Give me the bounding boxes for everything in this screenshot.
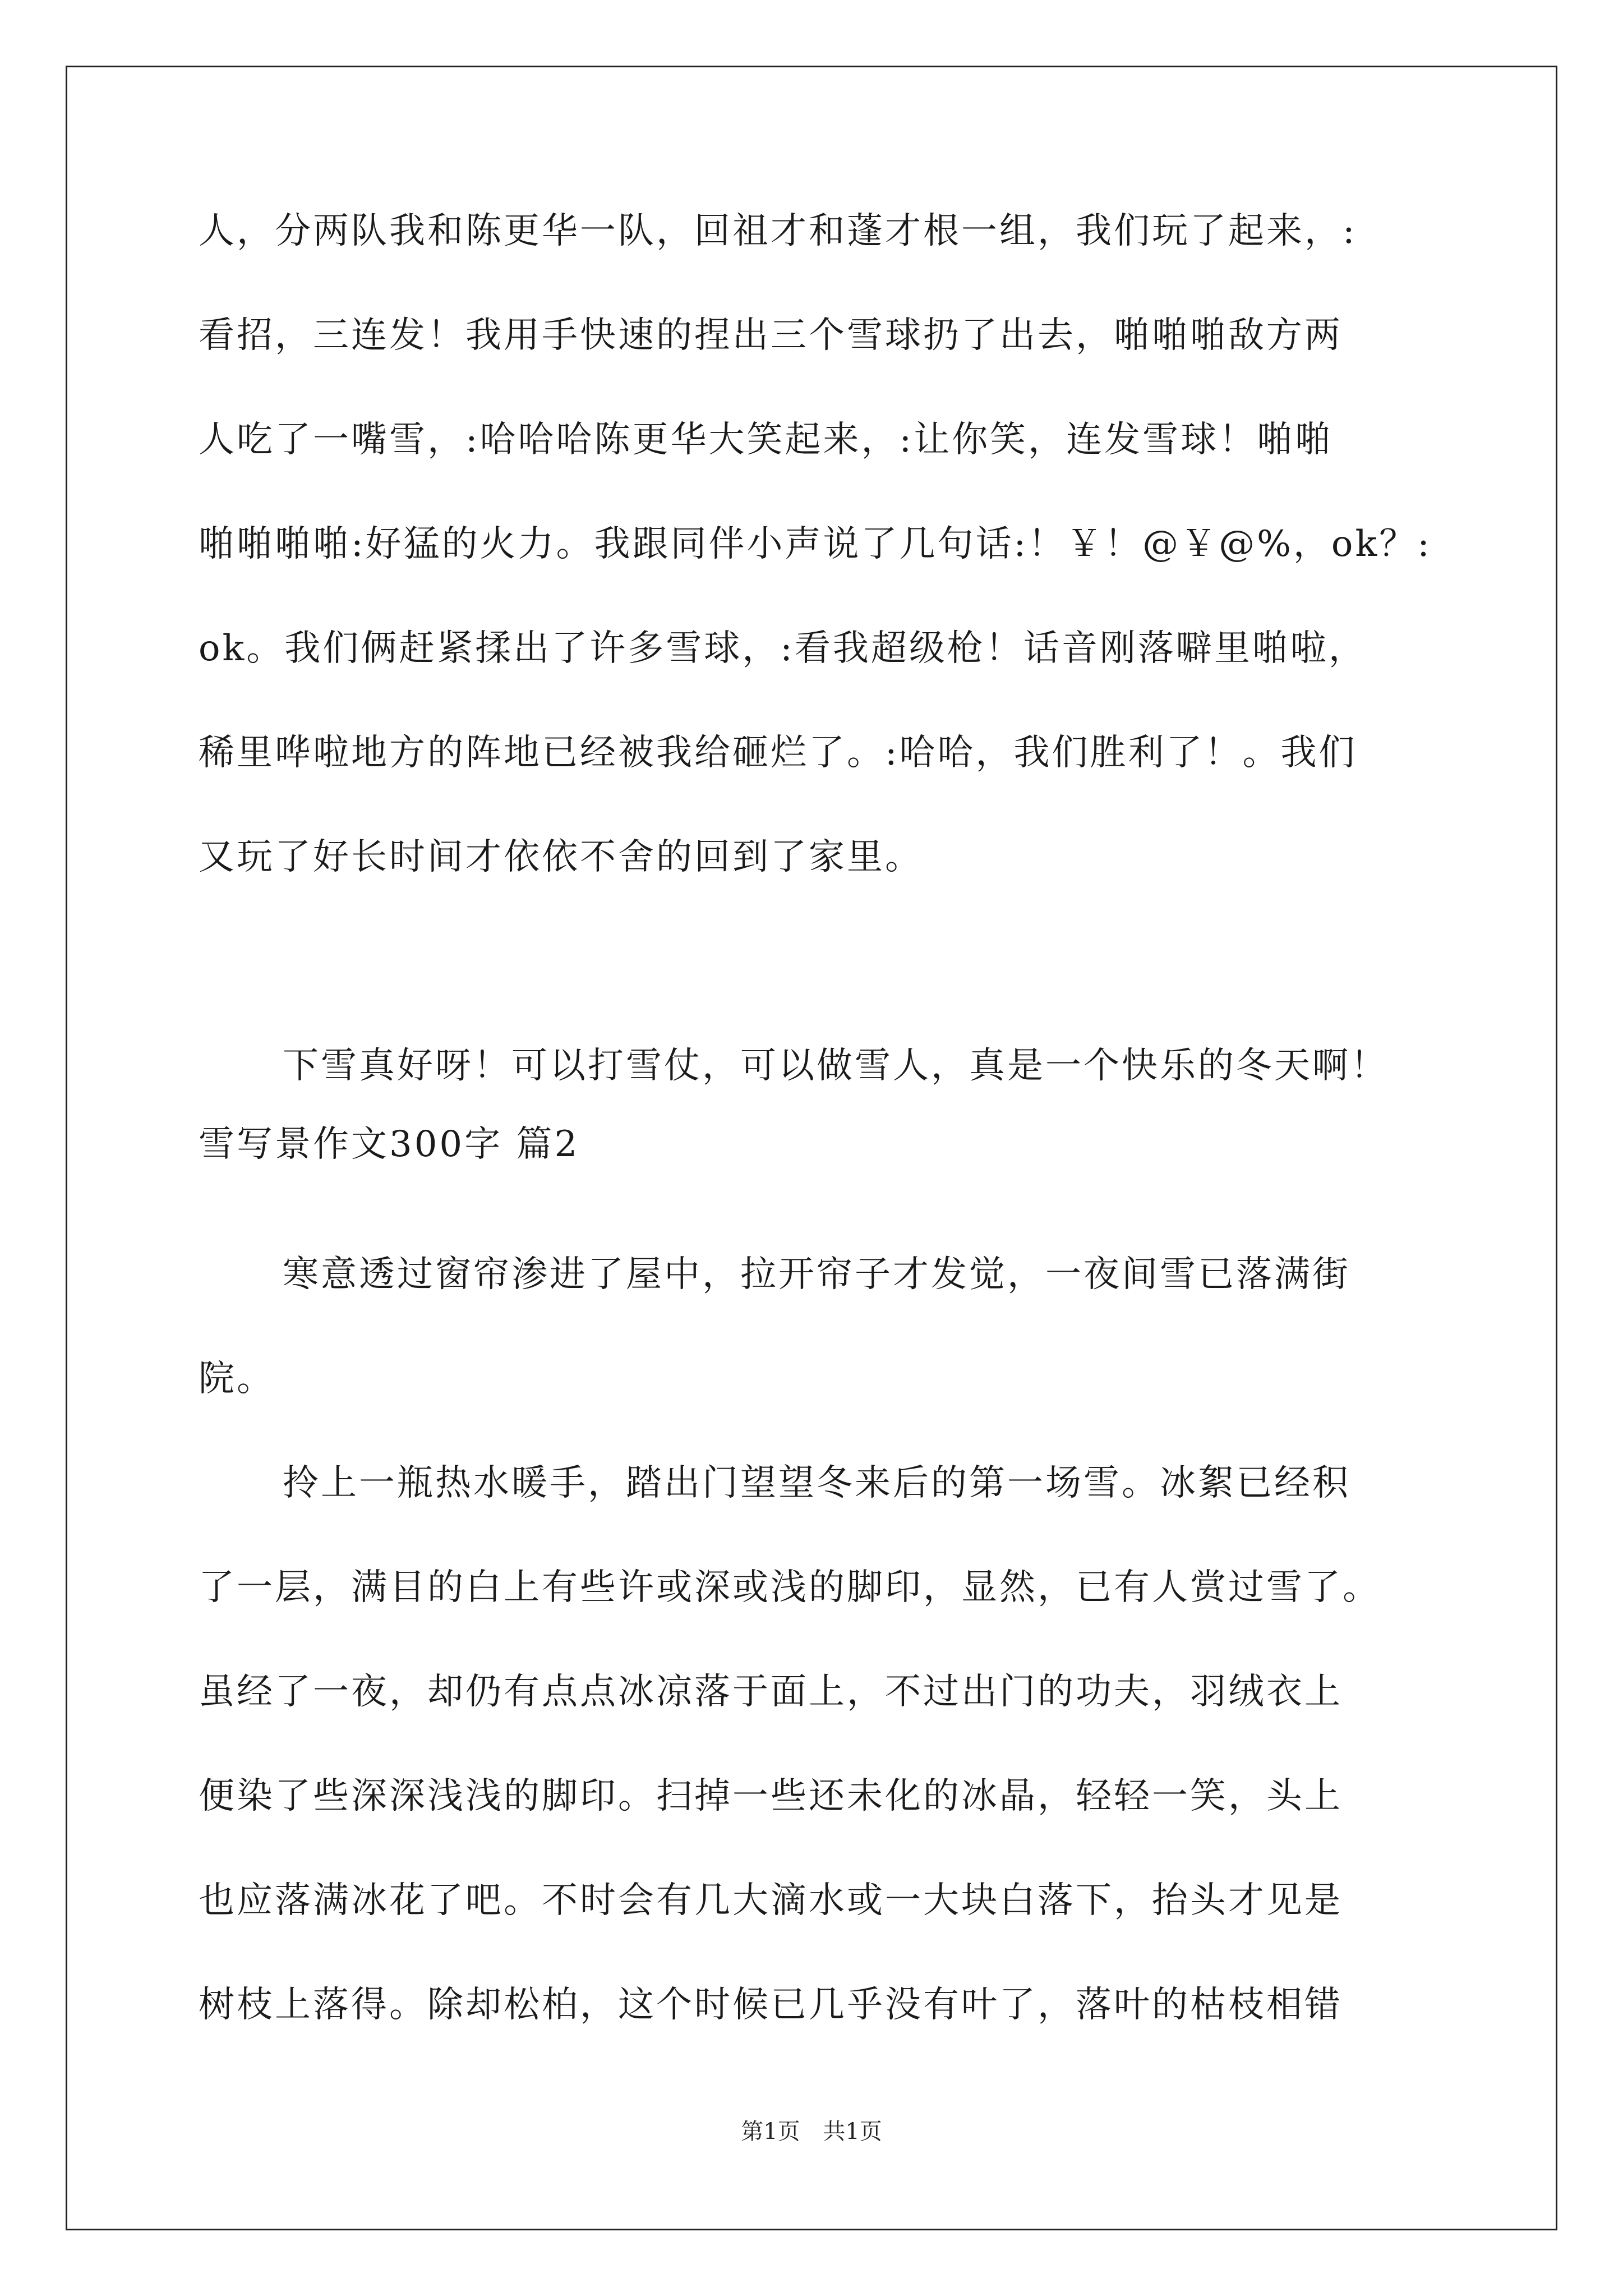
paragraph-line: 拎上一瓶热水暖手，踏出门望望冬来后的第一场雪。冰絮已经积 [283,1462,1350,1504]
paragraph-line: 下雪真好呀！可以打雪仗，可以做雪人，真是一个快乐的冬天啊！ [283,1045,1389,1087]
text-line: 人，分两队我和陈更华一队，回祖才和蓬才根一组，我们玩了起来，: [199,210,1357,252]
text-line: 便染了些深深浅浅的脚印。扫掉一些还未化的冰晶，轻轻一笑，头上 [199,1775,1343,1817]
text-line: 树枝上落得。除却松柏，这个时候已几乎没有叶了，落叶的枯枝相错 [199,1984,1343,2026]
text-line: 看招，三连发！我用手快速的捏出三个雪球扔了出去，啪啪啪敌方两 [199,315,1343,356]
text-line: ok。我们俩赶紧揉出了许多雪球，:看我超级枪！话音刚落噼里啪啦， [199,628,1367,669]
text-line: 也应落满冰花了吧。不时会有几大滴水或一大块白落下，抬头才见是 [199,1880,1343,1921]
text-line: 稀里哗啦地方的阵地已经被我给砸烂了。:哈哈，我们胜利了！。我们 [199,732,1357,774]
text-line: 院。 [199,1358,275,1400]
text-line: 了一层，满目的白上有些许或深或浅的脚印，显然，已有人赏过雪了。 [199,1567,1381,1608]
page-number: 第1页 [741,2119,800,2145]
text-line: 虽经了一夜，却仍有点点冰凉落于面上，不过出门的功夫，羽绒衣上 [199,1671,1343,1713]
page-footer [0,2120,1623,2143]
text-line: 啪啪啪啪:好猛的火力。我跟同伴小声说了几句话:！￥！@￥@%，ok？: [199,523,1432,565]
page-count: 共1页 [823,2119,882,2145]
paragraph-line: 寒意透过窗帘渗进了屋中，拉开帘子才发觉，一夜间雪已落满街 [283,1254,1350,1295]
section-heading: 雪写景作文300字 篇2 [199,1124,580,1165]
text-line: 人吃了一嘴雪，:哈哈哈陈更华大笑起来，:让你笑，连发雪球！啪啪 [199,419,1334,461]
text-line: 又玩了好长时间才依依不舍的回到了家里。 [199,836,923,878]
